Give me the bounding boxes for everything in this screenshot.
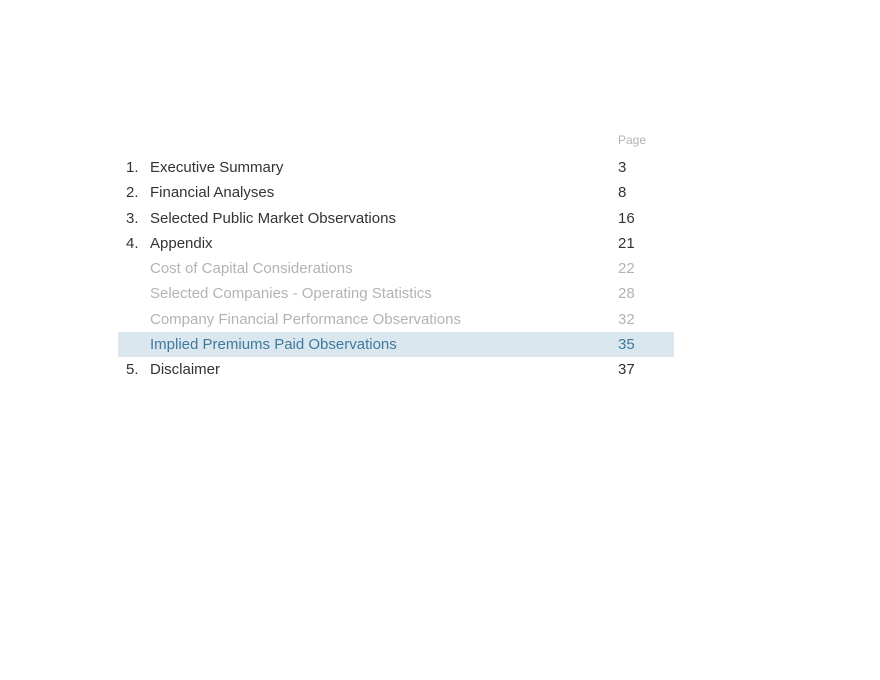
- page-header-label: Page: [618, 133, 647, 147]
- toc-entry-page: 32: [618, 310, 635, 328]
- toc-entry-title: Implied Premiums Paid Observations: [150, 336, 397, 354]
- toc-entry-page: 37: [618, 361, 635, 379]
- toc-entry-title: Selected Companies - Operating Statistics: [150, 285, 432, 303]
- toc-entry-page: 21: [618, 234, 635, 252]
- toc-entry-disclaimer[interactable]: [118, 357, 674, 382]
- toc-entry-page: 28: [618, 285, 635, 303]
- toc-subentry-financial-performance[interactable]: [118, 307, 674, 332]
- toc-entry-title: Financial Analyses: [150, 184, 275, 202]
- toc-entry-number: 5.: [126, 361, 139, 379]
- page-column-header: [118, 128, 674, 155]
- toc-entry-page: 3: [618, 159, 627, 176]
- toc-entry-page: 22: [618, 260, 635, 278]
- toc-entry-title: Disclaimer: [150, 361, 221, 379]
- toc-entry-number: 4.: [126, 234, 139, 252]
- toc-entry-appendix[interactable]: [118, 231, 674, 256]
- toc-entry-public-market-observations[interactable]: [118, 206, 674, 231]
- toc-entry-title: Executive Summary: [150, 159, 284, 176]
- toc-entry-number: 2.: [126, 184, 139, 202]
- toc-entry-page: 8: [618, 184, 627, 202]
- toc-subentry-cost-of-capital[interactable]: [118, 256, 674, 281]
- toc-entry-title: Appendix: [150, 234, 213, 252]
- toc-entry-number: 3.: [126, 209, 139, 227]
- table-of-contents: [118, 128, 674, 383]
- toc-entry-executive-summary[interactable]: [118, 155, 674, 180]
- toc-entry-title: Cost of Capital Considerations: [150, 260, 353, 278]
- toc-subentry-operating-statistics[interactable]: [118, 281, 674, 306]
- toc-subentry-implied-premiums-current[interactable]: [118, 332, 674, 357]
- toc-entry-title: Company Financial Performance Observations: [150, 310, 461, 328]
- toc-entry-financial-analyses[interactable]: [118, 180, 674, 205]
- toc-entry-number: 1.: [126, 159, 139, 176]
- toc-entry-page: 35: [618, 336, 635, 354]
- toc-entry-title: Selected Public Market Observations: [150, 209, 396, 227]
- toc-entry-page: 16: [618, 209, 635, 227]
